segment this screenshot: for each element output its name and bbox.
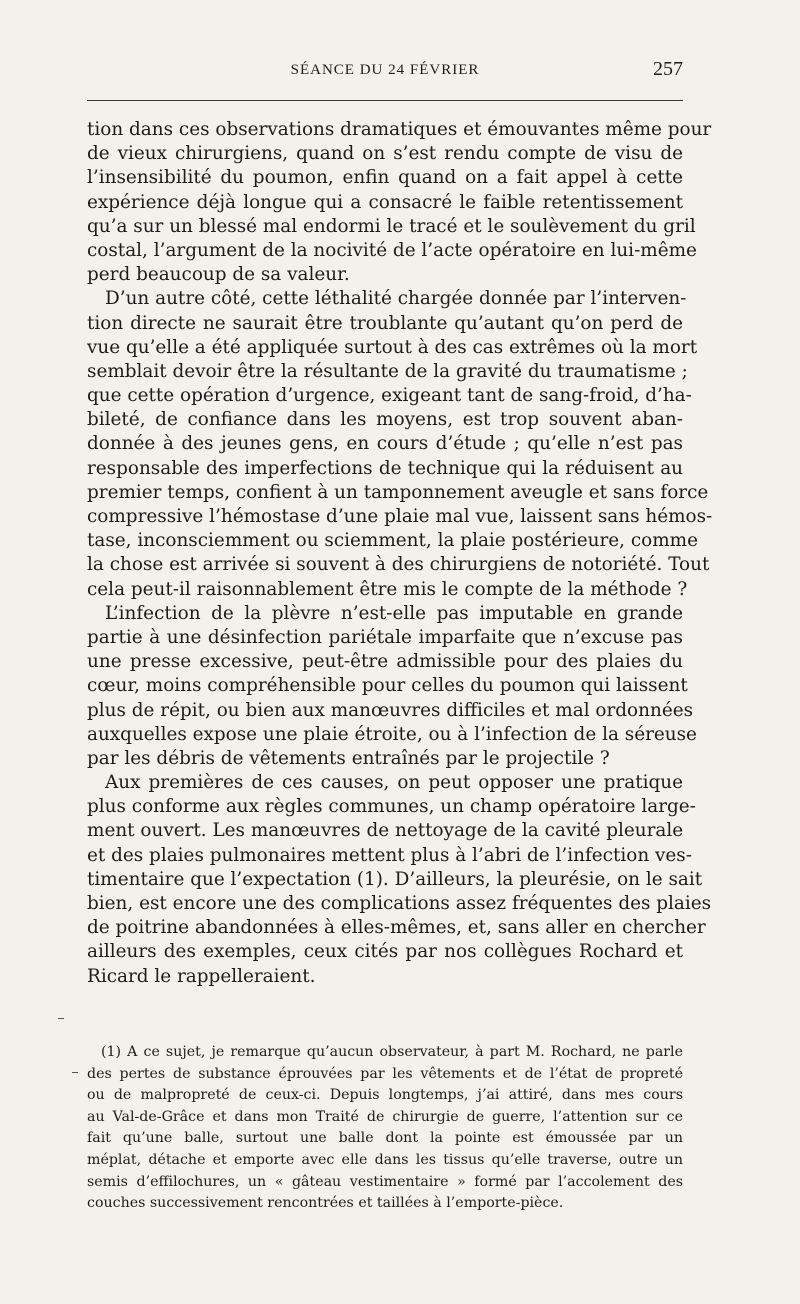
body-line: expérience déjà longue qui a consacré le faible retentissement — [87, 191, 683, 213]
body-line: de vieux chirurgiens, quand on s’est rendu compte de visu de — [87, 143, 683, 165]
body-line: que cette opération d’urgence, exigeant tant de sang-froid, d’ha- — [87, 385, 692, 407]
body-line: cœur, moins compréhensible pour celles du poumon qui laissent — [87, 675, 688, 697]
body-line: costal, l’argument de la nocivité de l’acte opératoire en lui-même — [87, 239, 697, 261]
footnote-line: semis d’effilochures, un « gâteau vestimentaire » formé par l’accolement des — [87, 1173, 683, 1190]
footnote-line: méplat, détache et emporte avec elle dans les tissus qu’elle traverse, outre un — [87, 1151, 683, 1168]
footnote-line: fait qu’une balle, surtout une balle dont la pointe est émoussée par un — [87, 1130, 683, 1147]
body-line: donnée à des jeunes gens, en cours d’étude ; qu’elle n’est pas — [87, 433, 683, 455]
body-line: plus de répit, ou bien aux manœuvres difficiles et mal ordonnées — [87, 699, 694, 721]
page-number: 257 — [653, 58, 683, 80]
footnote-line: au Val-de-Grâce et dans mon Traité de chirurgie de guerre, l’attention sur ce — [87, 1108, 683, 1125]
body-line: qu’a sur un blessé mal endormi le tracé et le soulèvement du gril — [87, 215, 696, 237]
body-line: tion dans ces observations dramatiques et émouvantes même pour — [87, 119, 712, 140]
body-line: bien, est encore une des complications assez fréquentes des plaies — [87, 893, 712, 914]
body-line: de poitrine abandonnées à elles-mêmes, et, sans aller en chercher — [87, 917, 706, 939]
body-line: Ricard le rappelleraient. — [87, 965, 316, 987]
body-line: semblait devoir être la résultante de la gravité du traumatisme ; — [87, 360, 688, 382]
body-line: et des plaies pulmonaires mettent plus à l’abri de l’infection ves- — [87, 844, 692, 866]
body-line: timentaire que l’expectation (1). D’ailleurs, la pleurésie, on le sait — [87, 868, 703, 890]
body-line: la chose est arrivée si souvent à des chirurgiens de notoriété. Tout — [87, 554, 710, 576]
footnote-line: des pertes de substance éprouvées par les vêtements et de l’état de propreté — [87, 1065, 683, 1082]
body-line: bileté, de confiance dans les moyens, est trop souvent aban- — [87, 409, 683, 431]
margin-mark — [72, 1072, 78, 1073]
header-rule — [87, 100, 683, 101]
body-line: perd beaucoup de sa valeur. — [87, 264, 350, 286]
footnote-line: ou de malpropreté de ceux-ci. Depuis longtemps, j’ai attiré, dans mes cours — [87, 1087, 683, 1104]
body-line: ment ouvert. Les manœuvres de nettoyage de la cavité pleurale — [87, 820, 684, 842]
footnote — [87, 1042, 683, 1215]
body-line: ailleurs des exemples, ceux cités par nos collègues Rochard et — [87, 941, 683, 963]
footnote-line: (1) A ce sujet, je remarque qu’aucun observateur, à part M. Rochard, ne parle — [101, 1044, 683, 1060]
body-line: responsable des imperfections de technique qui la réduisent au — [87, 457, 683, 479]
body-line: auxquelles expose une plaie étroite, ou à l’infection de la séreuse — [87, 723, 697, 745]
running-head: SÉANCE DU 24 FÉVRIER — [290, 62, 480, 78]
body-line: Aux premières de ces causes, on peut opposer une pratique — [105, 772, 683, 794]
body-text — [87, 118, 713, 989]
body-line: par les débris de vêtements entraînés par le projectile ? — [87, 747, 610, 769]
footnote-line: couches successivement rencontrées et taillées à l’emporte-pièce. — [87, 1195, 564, 1212]
body-line: L’infection de la plèvre n’est-elle pas imputable en grande — [105, 602, 683, 624]
body-line: compressive l’hémostase d’une plaie mal vue, laissent sans hémos- — [87, 506, 713, 527]
body-line: tase, inconsciemment ou sciemment, la plaie postérieure, comme — [87, 530, 698, 552]
body-line: premier temps, confient à un tamponnement aveugle et sans force — [87, 481, 709, 503]
body-line: vue qu’elle a été appliquée surtout à des cas extrêmes où la mort — [87, 336, 698, 358]
body-line: cela peut-il raisonnablement être mis le compte de la méthode ? — [87, 578, 688, 600]
body-line: plus conforme aux règles communes, un champ opératoire large- — [87, 796, 696, 818]
body-line: l’insensibilité du poumon, enfin quand on a fait appel à cette — [87, 167, 683, 189]
body-line: partie à une désinfection pariétale imparfaite que n’excuse pas — [87, 626, 683, 648]
margin-mark — [58, 1018, 64, 1019]
body-line: une presse excessive, peut-être admissible pour des plaies du — [87, 651, 683, 673]
body-line: tion directe ne saurait être troublante qu’autant qu’on perd de — [87, 312, 683, 334]
page-header — [87, 58, 683, 88]
body-line: D’un autre côté, cette léthalité chargée donnée par l’interven- — [105, 288, 687, 310]
